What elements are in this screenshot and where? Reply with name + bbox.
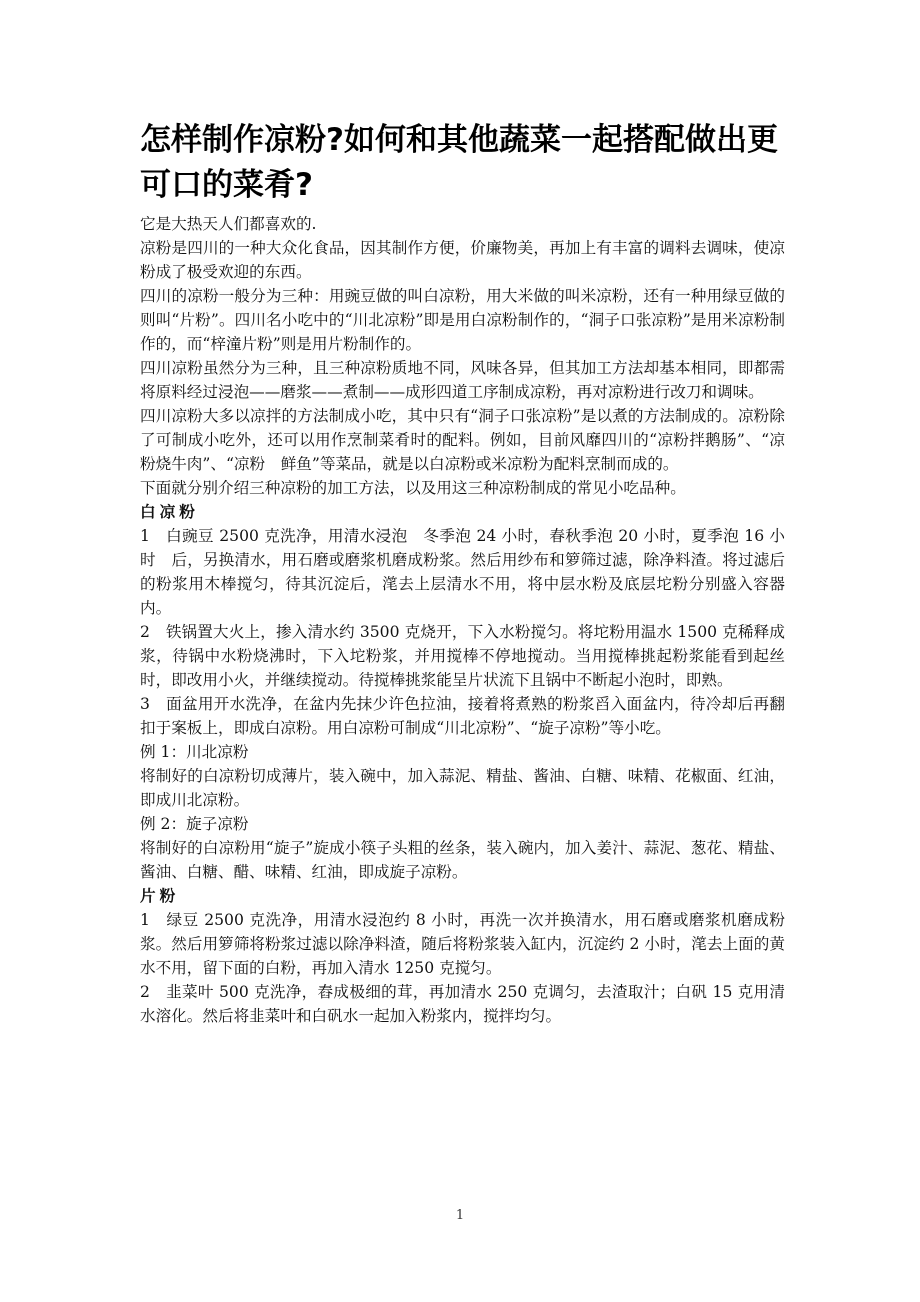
paragraph: 例 1：川北凉粉 [140,743,249,761]
paragraph: 凉粉是四川的一种大众化食品，因其制作方便，价廉物美，再加上有丰富的调料去调味，使凉粉成了极受欢迎的东西。 [140,239,785,281]
document-content [140,118,785,1028]
section-heading: 片粉 [140,887,180,905]
paragraph: 下面就分别介绍三种凉粉的加工方法，以及用这三种凉粉制成的常见小吃品种。 [140,479,686,497]
paragraph: 例 2：旋子凉粉 [140,815,249,833]
paragraph: 2 铁锅置大火上，掺入清水约 3500 克烧开，下入水粉搅匀。将坨粉用温水 1500 克稀释成浆，待锅中水粉烧沸时，下入坨粉浆，并用搅棒不停地搅动。当用搅棒挑起粉浆能看到起丝时，即改用小火，并继续搅动。待搅棒挑浆能呈片状流下且锅中不断起小泡时，即熟。 [140,623,785,689]
paragraph: 3 面盆用开水洗净，在盆内先抹少许色拉油，接着将煮熟的粉浆舀入面盆内，待冷却后再翻扣于案板上，即成白凉粉。用白凉粉可制成“川北凉粉”、“旋子凉粉”等小吃。 [140,695,785,737]
paragraph: 将制好的白凉粉用“旋子”旋成小筷子头粗的丝条，装入碗内，加入姜汁、蒜泥、葱花、精盐、酱油、白糖、醋、味精、红油，即成旋子凉粉。 [140,839,785,881]
paragraph: 1 绿豆 2500 克洗净，用清水浸泡约 8 小时，再洗一次并换清水，用石磨或磨浆机磨成粉浆。然后用箩筛将粉浆过滤以除净料渣，随后将粉浆装入缸内，沉淀约 2 小时，滗去上面的黄水不用，留下面的白粉，再加入清水 1250 克搅匀。 [140,911,785,977]
paragraph: 四川凉粉大多以凉拌的方法制成小吃，其中只有“洞子口张凉粉”是以煮的方法制成的。凉粉除了可制成小吃外，还可以用作烹制菜肴时的配料。例如，目前风靡四川的“凉粉拌鹅肠”、“凉粉烧牛肉”、“凉粉 鲜鱼”等菜品，就是以白凉粉或米凉粉为配料烹制而成的。 [140,407,785,473]
paragraph: 将制好的白凉粉切成薄片，装入碗中，加入蒜泥、精盐、酱油、白糖、味精、花椒面、红油，即成川北凉粉。 [140,767,785,809]
paragraph: 它是大热天人们都喜欢的. [140,215,317,233]
paragraph: 2 韭菜叶 500 克洗净，舂成极细的茸，再加清水 250 克调匀，去渣取汁；白矾 15 克用清水溶化。然后将韭菜叶和白矾水一起加入粉浆内，搅拌均匀。 [140,983,785,1025]
section-heading: 白凉粉 [140,503,199,521]
document-body [140,212,785,1028]
paragraph: 四川凉粉虽然分为三种，且三种凉粉质地不同，风味各异，但其加工方法却基本相同，即都需将原料经过浸泡——磨浆——煮制——成形四道工序制成凉粉，再对凉粉进行改刀和调味。 [140,359,785,401]
paragraph: 四川的凉粉一般分为三种：用豌豆做的叫白凉粉，用大米做的叫米凉粉，还有一种用绿豆做的则叫“片粉”。四川名小吃中的“川北凉粉”即是用白凉粉制作的，“洞子口张凉粉”是用米凉粉制作的，而“梓潼片粉”则是用片粉制作的。 [140,287,785,353]
page-number: 1 [455,1208,465,1223]
paragraph: 1 白豌豆 2500 克洗净，用清水浸泡 冬季泡 24 小时，春秋季泡 20 小时，夏季泡 16 小时 后，另换清水，用石磨或磨浆机磨成粉浆。然后用纱布和箩筛过滤，除净料渣。将过滤后的粉浆用木棒搅匀，待其沉淀后，滗去上层清水不用，将中层水粉及底层坨粉分别盛入容器内。 [140,527,785,617]
document-title: 怎样制作凉粉?如何和其他蔬菜一起搭配做出更可口的菜肴? [140,122,778,203]
